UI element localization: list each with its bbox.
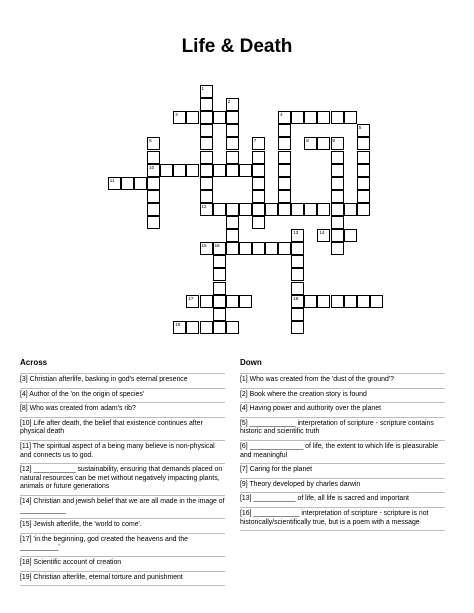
grid-cell[interactable] bbox=[147, 190, 160, 203]
cell-number: 15 bbox=[201, 243, 207, 249]
grid-cell[interactable] bbox=[331, 111, 344, 124]
grid-cell[interactable] bbox=[200, 177, 213, 190]
grid-cell[interactable] bbox=[278, 203, 291, 216]
clue-number: [1] bbox=[240, 376, 248, 383]
down-clue bbox=[240, 507, 445, 531]
grid-cell[interactable] bbox=[317, 137, 330, 150]
grid-cell[interactable] bbox=[331, 203, 344, 216]
grid-cell[interactable] bbox=[173, 111, 186, 124]
grid-cell[interactable] bbox=[226, 137, 239, 150]
grid-cell[interactable] bbox=[226, 111, 239, 124]
grid-cell[interactable] bbox=[213, 282, 226, 295]
down-clue bbox=[240, 388, 445, 403]
grid-cell[interactable] bbox=[213, 321, 226, 334]
clue-text: 'in the beginning, god created the heavens and the __________' bbox=[20, 535, 188, 552]
down-heading: Down bbox=[240, 358, 262, 367]
clue-number: [16] bbox=[240, 509, 252, 517]
across-clue bbox=[20, 463, 225, 495]
cell-number: 12 bbox=[201, 203, 207, 209]
grid-cell[interactable] bbox=[213, 255, 226, 268]
cell-number: 4 bbox=[280, 112, 283, 118]
grid-cell[interactable] bbox=[226, 151, 239, 164]
cell-number: 18 bbox=[293, 295, 299, 301]
grid-cell[interactable] bbox=[239, 164, 252, 177]
grid-cell[interactable] bbox=[357, 164, 370, 177]
grid-cell[interactable] bbox=[226, 229, 239, 242]
grid-cell[interactable] bbox=[291, 255, 304, 268]
clue-number: [13] bbox=[240, 495, 252, 503]
clue-text: ____________ interpretation of scripture - scripture is not historically/scientifically true, but is a poem with a message bbox=[240, 509, 429, 526]
down-clue bbox=[240, 463, 445, 478]
across-clue bbox=[20, 518, 225, 533]
cell-number: 17 bbox=[188, 295, 194, 301]
across-clue bbox=[20, 495, 225, 518]
grid-cell[interactable] bbox=[357, 137, 370, 150]
clue-number: [4] bbox=[240, 405, 248, 413]
grid-cell[interactable] bbox=[291, 308, 304, 321]
across-clue bbox=[20, 556, 225, 571]
grid-cell[interactable] bbox=[226, 242, 239, 255]
cell-number: 5 bbox=[358, 125, 362, 131]
down-clue bbox=[240, 402, 445, 417]
grid-cell[interactable] bbox=[331, 164, 344, 177]
grid-cell[interactable] bbox=[147, 177, 160, 190]
grid-cell[interactable] bbox=[357, 177, 370, 190]
across-clue bbox=[20, 373, 225, 388]
down-clue bbox=[240, 492, 445, 507]
across-clue bbox=[20, 533, 225, 556]
grid-cell[interactable] bbox=[278, 177, 291, 190]
grid-cell[interactable] bbox=[108, 177, 121, 190]
grid-cell[interactable] bbox=[134, 177, 147, 190]
grid-cell[interactable] bbox=[291, 268, 304, 281]
clue-number: [7] bbox=[240, 466, 248, 474]
cell-number: 8 bbox=[306, 138, 309, 144]
grid-cell[interactable] bbox=[291, 229, 304, 242]
grid-cell[interactable] bbox=[200, 321, 213, 334]
cell-number: 14 bbox=[319, 230, 325, 236]
grid-cell[interactable] bbox=[370, 295, 383, 308]
grid-cell[interactable] bbox=[278, 137, 291, 150]
clue-number: [14] bbox=[20, 497, 32, 505]
clue-text: The spiritual aspect of a being many believe is non-physical and connects us to god. bbox=[20, 442, 215, 459]
down-clues bbox=[240, 358, 445, 531]
down-clue bbox=[240, 373, 445, 388]
grid-cell[interactable] bbox=[304, 295, 317, 308]
grid-cell[interactable] bbox=[213, 268, 226, 281]
clue-text: Who was created from the 'dust of the ground'? bbox=[249, 376, 394, 383]
grid-cell[interactable] bbox=[344, 111, 357, 124]
clue-text: ___________ of life, all life is sacred and important bbox=[253, 495, 409, 503]
grid-cell[interactable] bbox=[278, 124, 291, 137]
clue-number: [17] bbox=[20, 535, 32, 543]
grid-cell[interactable] bbox=[226, 295, 239, 308]
grid-cell[interactable] bbox=[357, 295, 370, 308]
grid-cell[interactable] bbox=[278, 151, 291, 164]
clue-number: [18] bbox=[20, 558, 32, 566]
grid-cell[interactable] bbox=[147, 164, 160, 177]
grid-cell[interactable] bbox=[252, 164, 265, 177]
grid-cell[interactable] bbox=[252, 177, 265, 190]
grid-cell[interactable] bbox=[213, 203, 226, 216]
cell-number: 13 bbox=[293, 230, 299, 236]
grid-cell[interactable] bbox=[213, 242, 226, 255]
across-heading: Across bbox=[20, 358, 48, 367]
grid-cell[interactable] bbox=[331, 177, 344, 190]
across-clues bbox=[20, 358, 225, 586]
grid-cell[interactable] bbox=[226, 203, 239, 216]
grid-cell[interactable] bbox=[357, 190, 370, 203]
across-clue bbox=[20, 388, 225, 403]
grid-cell[interactable] bbox=[200, 295, 213, 308]
clue-number: [15] bbox=[20, 521, 32, 529]
clue-text: Theory developed by charles darwin bbox=[249, 480, 361, 488]
clue-text: Caring for the planet bbox=[249, 466, 313, 474]
grid-cell[interactable] bbox=[317, 111, 330, 124]
grid-cell[interactable] bbox=[147, 137, 160, 150]
grid-cell[interactable] bbox=[357, 124, 370, 137]
grid-cell[interactable] bbox=[252, 203, 265, 216]
grid-cell[interactable] bbox=[239, 203, 252, 216]
grid-cell[interactable] bbox=[291, 321, 304, 334]
down-clue-list bbox=[240, 373, 445, 531]
grid-cell[interactable] bbox=[252, 151, 265, 164]
grid-cell[interactable] bbox=[239, 295, 252, 308]
clue-number: [2] bbox=[240, 390, 248, 398]
clue-number: [6] bbox=[240, 442, 248, 450]
grid-cell[interactable] bbox=[173, 164, 186, 177]
grid-cell[interactable] bbox=[213, 111, 226, 124]
cell-number: 1 bbox=[201, 86, 205, 91]
across-clue-list bbox=[20, 373, 225, 586]
clue-text: Having power and authority over the planet bbox=[249, 405, 381, 413]
cell-number: 6 bbox=[149, 138, 152, 144]
clue-text: Book where the creation story is found bbox=[249, 390, 367, 398]
grid-cell[interactable] bbox=[160, 164, 173, 177]
grid-cell[interactable] bbox=[278, 164, 291, 177]
grid-cell[interactable] bbox=[200, 85, 213, 98]
clue-text: Scientific account of creation bbox=[33, 558, 122, 566]
clue-text: Christian afterlife, eternal torture and punishment bbox=[33, 573, 183, 581]
grid-cell[interactable] bbox=[331, 190, 344, 203]
grid-cell[interactable] bbox=[357, 203, 370, 216]
grid-cell[interactable] bbox=[265, 242, 278, 255]
grid-cell[interactable] bbox=[331, 229, 344, 242]
grid-cell[interactable] bbox=[239, 242, 252, 255]
clue-number: [19] bbox=[20, 573, 32, 581]
grid-cell[interactable] bbox=[252, 242, 265, 255]
grid-cell[interactable] bbox=[331, 295, 344, 308]
grid-cell[interactable] bbox=[200, 124, 213, 137]
across-clue bbox=[20, 402, 225, 417]
clue-text: Christian and jewish belief that we are all made in the image of ____________ bbox=[20, 497, 225, 514]
grid-cell[interactable] bbox=[200, 137, 213, 150]
clue-number: [4] bbox=[20, 390, 28, 398]
cell-number: 3 bbox=[175, 112, 178, 118]
grid-cell[interactable] bbox=[186, 164, 199, 177]
cell-number: 9 bbox=[332, 138, 336, 144]
clue-text: Author of the 'on the origin of species' bbox=[29, 390, 145, 398]
grid-cell[interactable] bbox=[186, 295, 199, 308]
grid-cell[interactable] bbox=[317, 229, 330, 242]
grid-cell[interactable] bbox=[331, 137, 344, 150]
clue-number: [11] bbox=[20, 442, 31, 450]
clue-number: [10] bbox=[20, 419, 32, 427]
clue-text: ___________ sustainability, ensuring that demands placed on natural resources can be met without negatively impacting plants, animals or future generations bbox=[20, 466, 223, 491]
grid-cell[interactable] bbox=[226, 321, 239, 334]
cell-number: 10 bbox=[149, 164, 155, 170]
clue-number: [8] bbox=[20, 405, 28, 413]
grid-cell[interactable] bbox=[291, 242, 304, 255]
grid-cell[interactable] bbox=[304, 111, 317, 124]
grid-cell[interactable] bbox=[200, 151, 213, 164]
grid-cell[interactable] bbox=[186, 321, 199, 334]
down-clue bbox=[240, 417, 445, 440]
grid-cell[interactable] bbox=[317, 295, 330, 308]
grid-cell[interactable] bbox=[344, 295, 357, 308]
grid-cell[interactable] bbox=[265, 203, 278, 216]
cell-number: 16 bbox=[214, 243, 220, 249]
grid-cell[interactable] bbox=[252, 190, 265, 203]
grid-cell[interactable] bbox=[226, 216, 239, 229]
grid-cell[interactable] bbox=[331, 216, 344, 229]
cell-number: 2 bbox=[227, 99, 231, 105]
grid-cell[interactable] bbox=[226, 124, 239, 137]
grid-cell[interactable] bbox=[186, 111, 199, 124]
grid-cell[interactable] bbox=[226, 164, 239, 177]
clue-number: [12] bbox=[20, 466, 32, 474]
grid-cell[interactable] bbox=[344, 203, 357, 216]
clue-number: [5] bbox=[240, 419, 248, 427]
page-title: Life & Death bbox=[181, 36, 293, 57]
clue-text: Jewish afterlife, the 'world to come'. bbox=[33, 521, 142, 529]
grid-cell[interactable] bbox=[213, 295, 226, 308]
across-clue bbox=[20, 417, 225, 440]
grid-cell[interactable] bbox=[200, 190, 213, 203]
grid-cell[interactable] bbox=[200, 164, 213, 177]
clue-text: ______________ of life, the extent to which life is pleasurable and meaningful bbox=[240, 442, 439, 459]
grid-cell[interactable] bbox=[200, 111, 213, 124]
clue-text: Life after death, the belief that existence continues after physical death bbox=[20, 419, 203, 436]
grid-cell[interactable] bbox=[226, 98, 239, 111]
grid-cell[interactable] bbox=[291, 295, 304, 308]
grid-cell[interactable] bbox=[200, 98, 213, 111]
grid-cell[interactable] bbox=[278, 190, 291, 203]
clue-text: ____________ interpretation of scripture - scripture contains historic and scientific truth bbox=[240, 419, 434, 436]
clue-text: Who was created from adam's rib? bbox=[29, 405, 136, 413]
grid-cell[interactable] bbox=[147, 151, 160, 164]
cell-number: 11 bbox=[109, 177, 115, 183]
grid-cell[interactable] bbox=[291, 282, 304, 295]
down-clue bbox=[240, 478, 445, 493]
down-clue bbox=[240, 440, 445, 463]
grid-cell[interactable] bbox=[344, 229, 357, 242]
grid-cell[interactable] bbox=[213, 164, 226, 177]
grid-cell[interactable] bbox=[278, 242, 291, 255]
clue-number: [9] bbox=[240, 480, 248, 488]
cell-number: 19 bbox=[175, 321, 181, 327]
grid-cell[interactable] bbox=[173, 321, 186, 334]
grid-cell[interactable] bbox=[317, 203, 330, 216]
grid-cell[interactable] bbox=[200, 242, 213, 255]
grid-cell[interactable] bbox=[331, 242, 344, 255]
grid-cell[interactable] bbox=[121, 177, 134, 190]
cell-number: 7 bbox=[253, 138, 257, 144]
clue-text: Christian afterlife, basking in god's eternal presence bbox=[29, 376, 188, 383]
grid-cell[interactable] bbox=[200, 203, 213, 216]
grid-cell[interactable] bbox=[357, 151, 370, 164]
grid-cell[interactable] bbox=[331, 151, 344, 164]
clue-number: [3] bbox=[20, 376, 28, 383]
grid-cell[interactable] bbox=[291, 203, 304, 216]
grid-cell[interactable] bbox=[213, 308, 226, 321]
grid-cell[interactable] bbox=[147, 216, 160, 229]
grid-cell[interactable] bbox=[304, 137, 317, 150]
grid-cell[interactable] bbox=[147, 203, 160, 216]
grid-cell[interactable] bbox=[291, 111, 304, 124]
grid-cell[interactable] bbox=[304, 203, 317, 216]
across-clue bbox=[20, 571, 225, 587]
grid-cell[interactable] bbox=[252, 216, 265, 229]
grid-cell[interactable] bbox=[278, 111, 291, 124]
across-clue bbox=[20, 440, 225, 463]
grid-cell[interactable] bbox=[252, 137, 265, 150]
